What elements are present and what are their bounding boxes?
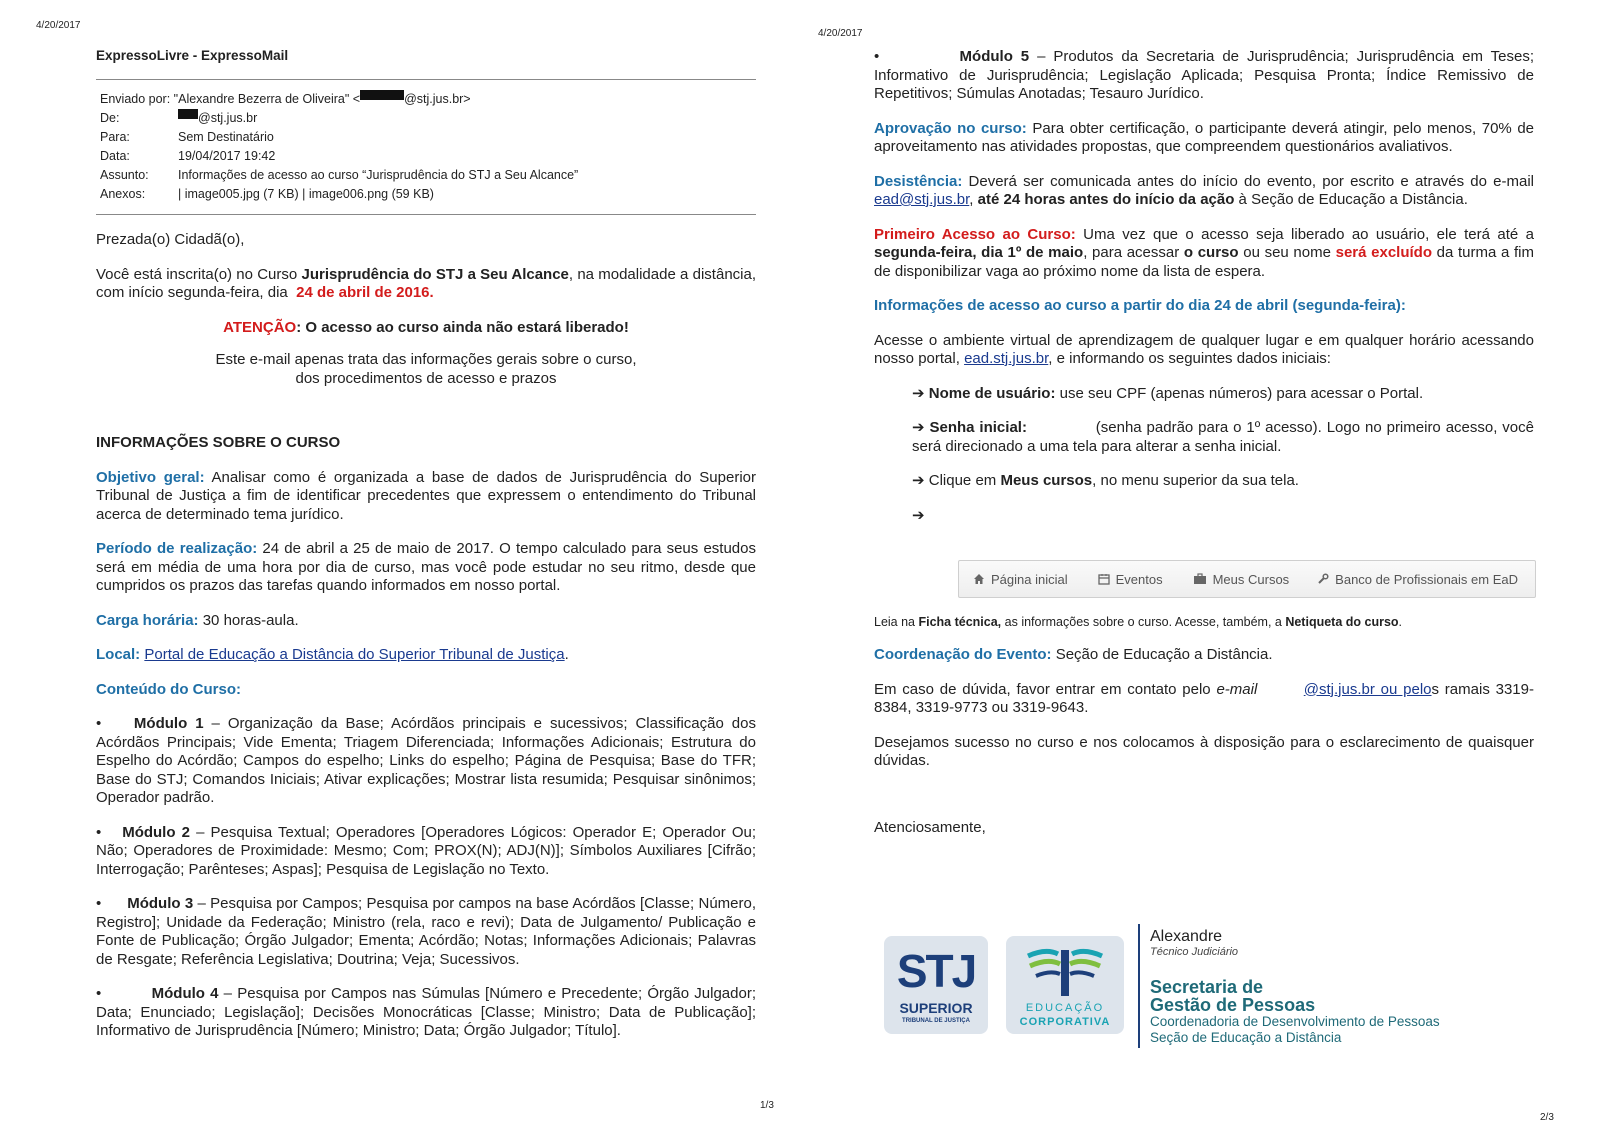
subject-label: Assunto: (100, 168, 149, 182)
module-4: • Módulo 4 – Pesquisa por Campos nas Súmulas [Número e Precedente; Órgão Julgador; Data; Enunciado; Legislação]; Decisões Monocráticas [Classe; Ministro; Data de Publicação]; Informativo de Jurisprudência [Número; Ministro; Data; Órgão Julgador; Título]. (96, 985, 756, 1039)
first-access-excluded: será excluído (1335, 244, 1432, 261)
to-domain: @stj.jus.br (198, 111, 258, 125)
signature-divider (1138, 924, 1140, 1048)
content-title: Conteúdo do Curso: (96, 680, 241, 698)
username-label: Nome de usuário: (928, 384, 1056, 402)
page-left (96, 40, 756, 1041)
module-text: – Pesquisa por Campos nas Súmulas [Número e Precedente; Órgão Julgador; Data; Enunciado; Legislação]; Decisões Monocráticas [Classe; Ministro; Data de Publicação]; Informativo de Jurisprudência [Número; Ministro; Data; Órgão Julgador; Título]. (96, 985, 756, 1039)
coordination (874, 646, 1534, 665)
section-title: INFORMAÇÕES SOBRE O CURSO (96, 434, 341, 451)
approval-text: Para obter certificação, o participante deverá atingir, pelo menos, 70% de aproveitamento nas atividades propostas, que compreendem questionários avaliativos. (874, 119, 1535, 155)
withdrawal-deadline: até 24 horas antes do início da ação (977, 191, 1235, 208)
read-note-text: Leia na (874, 615, 919, 629)
module-text: – Pesquisa Textual; Operadores [Operadores Lógicos: Operador E; Operador Ou; Não; Operadores de Proximidade: Mesmo; Com; PROX(N); ADJ(N)]; Símbolos Auxiliares [Cifrão; Interrogação; Parênteses; Aspas]; Pesquisa de Legislação no Texto. (96, 823, 756, 878)
first-access-course: o curso (1183, 244, 1239, 261)
divider (96, 214, 756, 215)
attachments-label: Anexos: (100, 187, 146, 201)
redaction (178, 109, 198, 119)
password-label: Senha inicial: (929, 419, 1027, 436)
step-username (912, 385, 1534, 404)
print-date-left: 4/20/2017 (36, 20, 81, 31)
wrench-icon (1317, 573, 1329, 585)
signature-name: Alexandre (1150, 928, 1223, 945)
para-label: Para: (100, 130, 130, 144)
attention-text: : O acesso ao curso ainda não estará liberado! (296, 318, 629, 336)
workload-text: 30 horas-aula. (198, 611, 299, 629)
intro-paragraph (96, 266, 756, 303)
portal-link[interactable]: Portal de Educação a Distância do Superior Tribunal de Justiça (144, 646, 565, 663)
step-arrow (912, 507, 1534, 526)
course-name: Jurisprudência do STJ a Seu Alcance (301, 265, 569, 283)
access-intro-text-2: , e informando os seguintes dados iniciais: (1048, 350, 1331, 367)
step-click (912, 472, 1534, 491)
signature-dept-4: Seção de Educação a Distância (1150, 1030, 1342, 1045)
arrow-right-icon: ➔ (912, 419, 925, 436)
page-number-left: 1/3 (760, 1100, 774, 1111)
notice-line-1: Este e-mail apenas trata das informações gerais sobre o curso, (215, 351, 637, 368)
withdrawal-label: Desistência: (874, 172, 963, 190)
workload-label: Carga horária: (96, 611, 199, 629)
location-end: . (564, 646, 569, 663)
edu-logo-line2: CORPORATIVA (1019, 1016, 1111, 1028)
briefcase-icon (1193, 573, 1207, 585)
stj-logo-text: STJ (896, 945, 976, 997)
date-label: Data: (100, 149, 130, 163)
objective (96, 469, 756, 525)
greeting: Prezada(o) Cidadã(o), (96, 231, 245, 248)
click-text-2: , no menu superior da sua tela. (1092, 472, 1299, 489)
module-text: – Organização da Base; Acórdãos principais e sucessivos; Classificação dos Acórdãos Principais; Vide Ementa; Triagem Diferenciada; Informações Adicionais; Estrutura do Espelho do Acórdão; Campos do espelho; Links do espelho; Página de Pesquisa; Base do TFR; Base do STJ; Comandos Iniciais; Ativar explicações; Mostrar lista resumida; Pesquisar sinônimos; Operador padrão. (96, 715, 756, 806)
click-text: Clique em (928, 472, 1001, 489)
module-name: Módulo 5 (959, 48, 1030, 65)
password-text: (senha padrão para o 1º acesso). Logo no primeiro acesso, você será direcionado a uma tela para alterar a senha inicial. (912, 419, 1534, 455)
my-courses-label: Meus cursos (1000, 472, 1093, 489)
from-domain: @stj.jus.br> (404, 92, 471, 106)
first-access-text-2: , para acessar (1083, 244, 1184, 261)
signature-role: Técnico Judiciário (1150, 946, 1239, 958)
module-2: • Módulo 2 – Pesquisa Textual; Operadores [Operadores Lógicos: Operador E; Operador Ou; Não; Operadores de Proximidade: Mesmo; Com; PROX(N); ADJ(N)]; Símbolos Auxiliares [Cifrão; Interrogação; Parênteses; Aspas]; Pesquisa de Legislação no Texto. (96, 823, 756, 878)
email-header (96, 80, 756, 214)
withdrawal-text: Deverá ser comunicada antes do início do evento, por escrito e através do e-mail (962, 172, 1534, 190)
contact-email-word: e-mail (1216, 680, 1258, 698)
first-access-deadline: segunda-feira, dia 1º de maio (874, 244, 1084, 261)
arrow-right-icon: ➔ (912, 506, 925, 524)
module-1: • Módulo 1 – Organização da Base; Acórdãos principais e sucessivos; Classificação dos Acórdãos Principais; Vide Ementa; Triagem Diferenciada; Informações Adicionais; Estrutura do Espelho do Acórdão; Campos do espelho; Links do espelho; Página de Pesquisa; Base do TFR; Base do STJ; Comandos Iniciais; Ativar explicações; Mostrar lista resumida; Pesquisar sinônimos; Operador padrão. (96, 715, 756, 806)
to-label: De: (100, 111, 120, 125)
edu-logo-line1: EDUCAÇÃO (1025, 1002, 1105, 1014)
module-name: Módulo 1 (133, 715, 204, 732)
contact (874, 681, 1534, 718)
first-access-text-3: ou seu nome (1238, 244, 1336, 261)
nav-professionals[interactable] (1317, 572, 1518, 587)
arrow-right-icon: ➔ (912, 472, 925, 489)
page-number-right: 2/3 (1540, 1112, 1554, 1123)
stj-logo-superior: SUPERIOR (899, 1000, 973, 1016)
signature-dept-1: Secretaria de (1150, 977, 1264, 997)
notice-line-2: dos procedimentos de acesso e prazos (295, 369, 557, 387)
intro-text-2: , na modalidade a distância, com início segunda-feira, dia (96, 265, 756, 301)
username-text: use seu CPF (apenas números) para acessar o Portal. (1055, 384, 1424, 402)
calendar-icon (1098, 573, 1110, 585)
subject-value: Informações de acesso ao curso “Jurisprudência do STJ a Seu Alcance” (178, 168, 579, 182)
withdrawal (874, 173, 1534, 210)
print-date-right: 4/20/2017 (818, 28, 863, 39)
module-name: Módulo 2 (122, 823, 190, 841)
nav-my-courses-label: Meus Cursos (1212, 571, 1290, 587)
access-info-title: Informações de acesso ao curso a partir do dia 24 de abril (segunda-feira): (874, 297, 1406, 314)
step-password (912, 419, 1534, 456)
objective-text: Analisar como é organizada a base de dados de Jurisprudência do Superior Tribunal de Justiça a fim de identificar precedentes que expressem o entendimento do Tribunal acerca de determinado tema jurídico. (96, 468, 756, 523)
read-note-text-2: as informações sobre o curso. Acesse, também, a (1001, 615, 1286, 629)
technical-sheet: Ficha técnica, (918, 615, 1002, 629)
nav-professionals-label: Banco de Profissionais em EaD (1335, 571, 1518, 587)
netiquette: Netiqueta do curso (1285, 615, 1399, 629)
page-right (874, 48, 1534, 525)
first-access-text: Uma vez que o acesso seja liberado ao usuário, ele terá até a (1075, 225, 1534, 243)
first-access-text-4: da turma a fim de disponibilizar vaga ao próximo nome da lista de espera. (874, 244, 1534, 280)
arrow-right-icon: ➔ (912, 384, 925, 402)
nav-home-label: Página inicial (991, 571, 1068, 587)
nav-events-label: Eventos (1115, 571, 1163, 587)
right-lower (874, 646, 1534, 837)
ead-email-link[interactable]: ead@stj.jus.br (874, 191, 970, 208)
signoff: Atenciosamente, (874, 818, 986, 836)
coordination-label: Coordenação do Evento: (874, 646, 1052, 663)
portal-menu-screenshot (958, 560, 1536, 598)
access-intro-text: Acesse o ambiente virtual de aprendizagem de qualquer lugar e em qualquer horário acessando nosso portal, (874, 331, 1534, 367)
notice (96, 351, 756, 388)
app-title: ExpressoLivre - ExpressoMail (96, 48, 289, 63)
module-text: – Pesquisa por Campos; Pesquisa por campos na base Acórdãos [Classe; Número, Registro]; Unidade da Federação; Ministro (rela, raco e revi); Data de Julgamento/ Publicação e Fonte de Publicação; Órgão Julgador; Ementa; Acórdão; Notas; Informações Adicionais; Palavras de Resgate; Referência Legislativa; Doutrina; Veja; Sucessivos. (96, 895, 757, 968)
module-text: – Produtos da Secretaria de Jurisprudência; Jurisprudência em Teses; Informativo de Jurisprudência; Legislação Aplicada; Pesquisa Pronta; Índice Remissivo de Repetitivos; Súmulas Anotadas; Tesauro Jurídico. (874, 48, 1534, 102)
stj-logo (884, 936, 988, 1034)
attachments-value[interactable]: | image005.jpg (7 KB) | image006.png (59 KB) (178, 187, 434, 201)
start-date: 24 de abril de 2016. (296, 284, 434, 301)
first-access (874, 226, 1534, 282)
stj-logo-tribunal: TRIBUNAL DE JUSTIÇA (902, 1018, 970, 1024)
workload (96, 612, 756, 631)
read-note-end: . (1398, 615, 1403, 629)
signature-dept-3: Coordenadoria de Desenvolvimento de Pessoas (1150, 1014, 1440, 1029)
contact-text: Em caso de dúvida, favor entrar em contato pelo (874, 680, 1217, 698)
module-5: • Módulo 5 – Produtos da Secretaria de Jurisprudência; Jurisprudência em Teses; Informativo de Jurisprudência; Legislação Aplicada; Pesquisa Pronta; Índice Remissivo de Repetitivos; Súmulas Anotadas; Tesauro Jurídico. (874, 48, 1534, 102)
closing-wish: Desejamos sucesso no curso e nos colocamos à disposição para o esclarecimento de quaisquer dúvidas. (874, 733, 1534, 769)
para-value: Sem Destinatário (178, 130, 274, 144)
signature-department (1150, 978, 1315, 1014)
module-name: Módulo 3 (127, 895, 194, 912)
read-note (874, 614, 1534, 630)
edu-corp-emblem-icon (1006, 942, 1124, 1000)
coordination-text: Seção de Educação a Distância. (1051, 646, 1273, 663)
contact-text-2: s ramais 3319-8384, 3319-9773 ou 3319-9643. (874, 680, 1534, 716)
period-label: Período de realização: (96, 540, 258, 557)
from-label: Enviado por: (100, 92, 171, 106)
module-name: Módulo 4 (151, 985, 219, 1002)
signature-units (1150, 1014, 1440, 1046)
date-value: 19/04/2017 19:42 (178, 149, 276, 163)
nav-my-courses[interactable] (1193, 572, 1290, 587)
withdrawal-text-3: à Seção de Educação a Distância. (1234, 191, 1468, 208)
intro-text: Você está inscrita(o) no Curso (96, 265, 302, 283)
attention-label: ATENÇÃO (223, 318, 297, 336)
location-label: Local: (96, 646, 141, 663)
module-3: • Módulo 3 – Pesquisa por Campos; Pesquisa por campos na base Acórdãos [Classe; Número, Registro]; Unidade da Federação; Ministro (rela, raco e revi); Data de Julgamento/ Publicação e Fonte de Publicação; Órgão Julgador; Ementa; Acórdão; Notas; Informações Adicionais; Palavras de Resgate; Referência Legislativa; Doutrina; Veja; Sucessivos. (96, 895, 757, 968)
approval-label: Aprovação no curso: (874, 119, 1027, 137)
portal-url-link[interactable]: ead.stj.jus.br (964, 350, 1049, 367)
approval (874, 120, 1534, 157)
access-intro (874, 332, 1534, 369)
edu-corp-logo (1006, 936, 1124, 1034)
period-text: 24 de abril a 25 de maio de 2017. O tempo calculado para seus estudos será em média de uma hora por dia de curso, mas você pode estudar no seu ritmo, desde que cumpridos os prazos das tarefas quando informados em nosso portal. (96, 540, 756, 594)
from-name: "Alexandre Bezerra de Oliveira" < (173, 92, 361, 106)
nav-home[interactable] (973, 572, 1068, 587)
nav-events[interactable] (1098, 572, 1163, 587)
redaction (360, 90, 404, 100)
first-access-label: Primeiro Acesso ao Curso: (874, 225, 1076, 243)
home-icon (973, 573, 985, 585)
attention-line (96, 319, 756, 338)
contact-email-link[interactable]: @stj.jus.br ou pelo (1303, 680, 1432, 698)
withdrawal-text-2: , (969, 191, 978, 208)
period (96, 540, 756, 596)
location (96, 646, 756, 665)
signature-dept-2: Gestão de Pessoas (1150, 995, 1316, 1015)
objective-label: Objetivo geral: (96, 468, 205, 486)
